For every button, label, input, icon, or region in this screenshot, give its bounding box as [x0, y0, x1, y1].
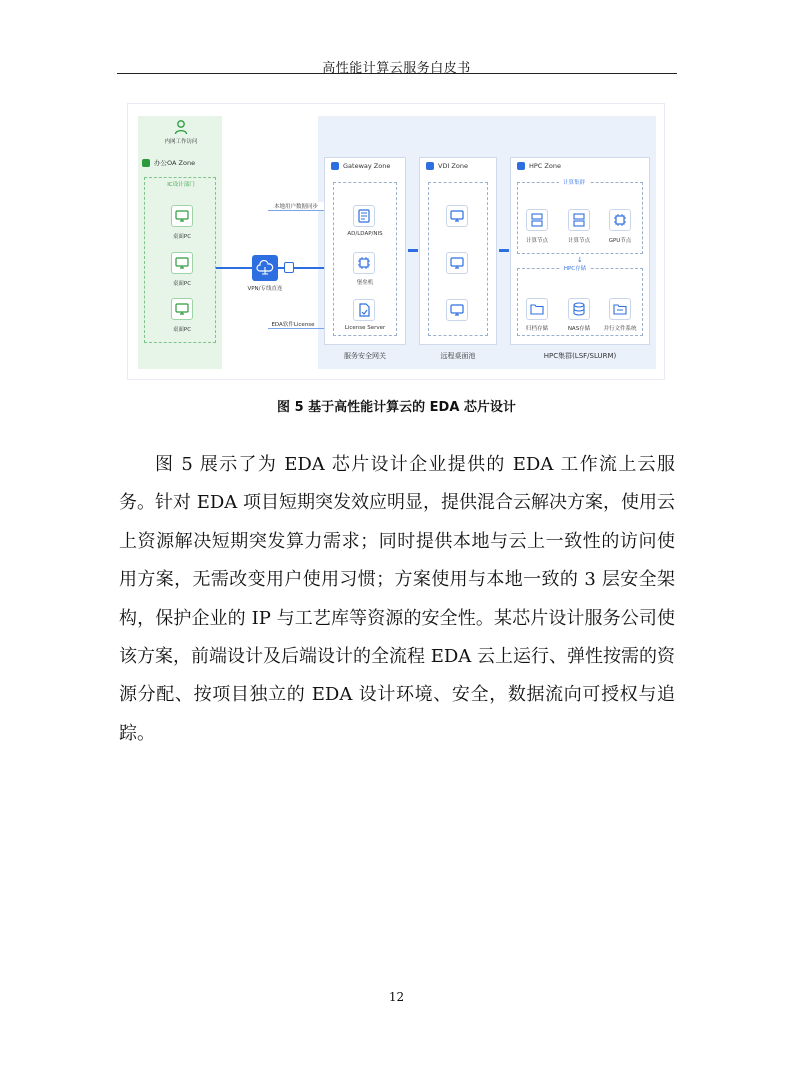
compute-item-label: GPU节点: [608, 238, 632, 244]
body-paragraph: 图 5 展示了为 EDA 芯片设计企业提供的 EDA 工作流上云服务。针对 EDA 项目短期突发效应明显，提供混合云解决方案，使用云上资源解决短期突发算力需求；同时提供本地与云上一致性的访问使用方案，无需改变用户使用习惯；方案使用与本地一致的 3 层安全架构，保护企业的 IP 与工艺库等资源的安全性。某芯片设计服务公司使该方案，前端设计及后端设计的全流程 EDA 云上运行、弹性按需的资源分配、按项目独立的 EDA 设计环境、安全，数据流向可授权与追踪。: [119, 454, 676, 744]
page-number: 12: [388, 990, 405, 1004]
desktop-pc-icon: [171, 298, 193, 320]
hpc-zone: [510, 157, 650, 345]
vdi-zone-icon: [426, 162, 434, 170]
storage-item-label: NAS存储: [567, 326, 591, 332]
gateway-caption: 服务安全网关: [344, 352, 386, 360]
directory-icon: [353, 205, 375, 227]
license-label: EDA软件License: [268, 320, 318, 328]
vdi-caption: 远程桌面池: [440, 352, 476, 360]
database-icon: [568, 298, 590, 320]
gateway-zone: [324, 157, 406, 345]
oa-vpn-link: [216, 267, 252, 269]
gateway-zone-icon: [331, 162, 339, 170]
hpc-caption: HPC集群(LSF/SLURM): [543, 352, 617, 360]
vdi-zone-title: VDI Zone: [438, 162, 468, 170]
pc-label: 桌面PC: [172, 281, 192, 287]
hpc-storage-title: HPC存储: [561, 264, 589, 272]
architecture-figure: [127, 103, 665, 380]
down-arrow-icon: ↓: [577, 256, 583, 264]
server-icon: [526, 209, 548, 231]
desktop-pc-icon: [171, 252, 193, 274]
vpn-label: VPN/专线直连: [247, 286, 283, 292]
header-rule: [117, 73, 677, 74]
vdi-zone: [419, 157, 497, 345]
gateway-item-label: License Server: [344, 325, 386, 331]
pc-label: 桌面PC: [172, 234, 192, 240]
user-icon: [173, 119, 189, 135]
page-header-title: 高性能计算云服务白皮书: [322, 61, 471, 76]
lock-icon: [284, 262, 294, 273]
storage-item-label: 归档存储: [525, 326, 548, 332]
virtual-desktop-icon: [446, 252, 468, 274]
sync-label: 本地用户数据同步: [268, 202, 324, 210]
compute-cluster-title: 计算集群: [559, 178, 589, 186]
virtual-desktop-icon: [446, 299, 468, 321]
body-text: [119, 446, 675, 753]
building-icon: [142, 159, 150, 167]
vpn-cloud-icon: [252, 255, 278, 281]
parallel-fs-icon: [609, 298, 631, 320]
folder-icon: [526, 298, 548, 320]
bastion-chip-icon: [353, 252, 375, 274]
pc-label: 桌面PC: [172, 327, 192, 333]
gateway-item-label: AD/LDAP/NIS: [347, 231, 383, 237]
hpc-zone-title: HPC Zone: [529, 162, 561, 170]
license-doc-icon: [353, 299, 375, 321]
storage-item-label: 并行文件系统: [603, 326, 637, 332]
virtual-desktop-icon: [446, 205, 468, 227]
gateway-item-label: 堡垒机: [356, 280, 374, 286]
gateway-vdi-link: [408, 249, 418, 252]
ic-group-title: IC设计部门: [162, 180, 200, 188]
vdi-hpc-link: [499, 249, 509, 252]
gateway-zone-title: Gateway Zone: [343, 162, 391, 170]
figure-caption: 图 5 基于高性能计算云的 EDA 芯片设计: [277, 400, 516, 415]
gpu-chip-icon: [609, 209, 631, 231]
server-icon: [568, 209, 590, 231]
oa-zone-title: 办公OA Zone: [154, 159, 196, 167]
desktop-pc-icon: [171, 205, 193, 227]
hpc-zone-icon: [517, 162, 525, 170]
compute-item-label: 计算节点: [567, 238, 590, 244]
user-label: 内网工作访问: [164, 139, 198, 145]
compute-item-label: 计算节点: [525, 238, 548, 244]
